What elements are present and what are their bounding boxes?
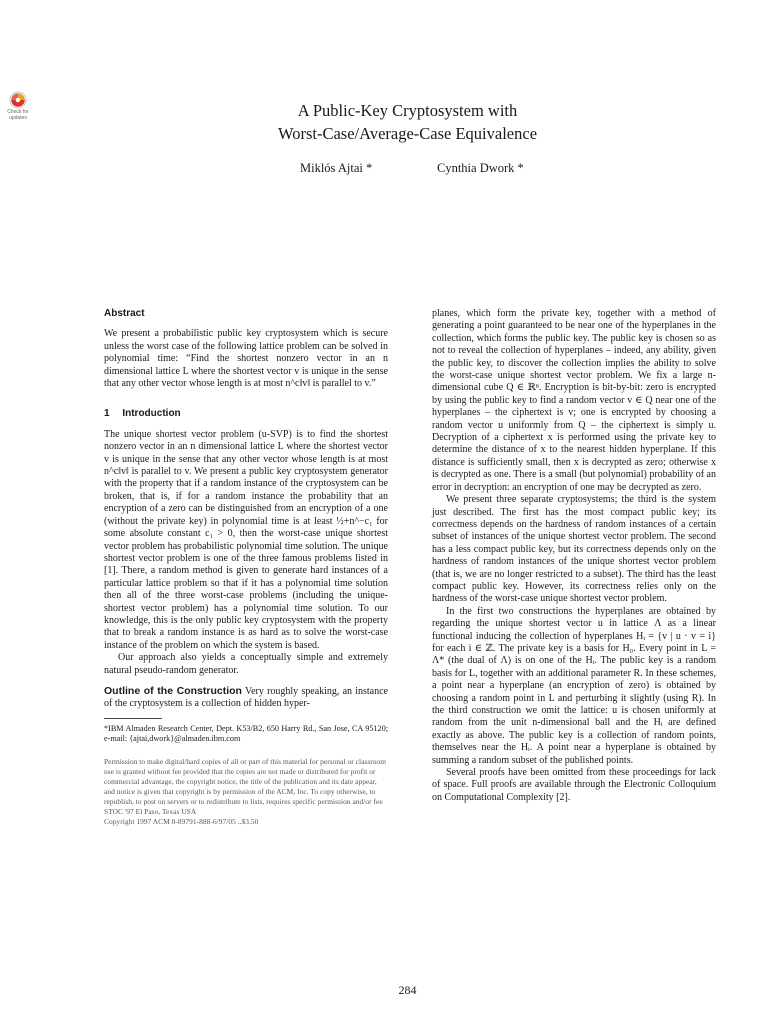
body-paragraph-3: In the first two constructions the hyperplanes are obtained by regarding the unique shortest vector u in lattice Λ as a linear functional inducing the collection of hyperplanes Hᵢ = {v | u · v = i} for each i ∈ ℤ. The private key is a basis for H₀. Every point in L = Λ* (the dual of Λ) is on one of the Hᵢ. The public key is a random basis for L, together with an additional parameter R. In these schemes, a point near a hyperplane (an encryption of zero) is obtained by choosing a random point in L and perturbing it slightly (using R). In the third construction we omit the lattice: u is chosen uniformly at random from the unit n-dimensional ball and the Hᵢ are defined exactly as above. The public key is a collection of random points, themselves near the Hᵢ. A point near a hyperplane is obtained by summing a random subset of the published points. [432, 605, 716, 766]
paper-title [0, 99, 768, 145]
footnote-divider [104, 718, 162, 719]
page-number: 284 [398, 983, 417, 997]
section-number: 1 [104, 408, 110, 420]
outline-paragraph [104, 685, 388, 711]
title-line-2: Worst-Case/Average-Case Equivalence [277, 124, 538, 143]
copyright-line: Copyright 1997 ACM 0-89791-888-6/97/05 ..$3.50 [104, 816, 259, 826]
abstract-text: We present a probabilistic public key cryptosystem which is secure unless the worst case of the following lattice problem can be solved in polynomial time: “Find the shortest nonzero vector in an n dimensional lattice L where the shortest vector v is unique in the sense that any other vector whose length is at most n^c‖v‖ is parallel to v.” [104, 328, 388, 390]
body-paragraph-1: planes, which form the private key, together with a method of generating a point guaranteed to be near one of the hyperplanes in the collection, which forms the public key. The public key is chosen so as not to reveal the collection of hyperplanes – indeed, any ability, given the public key, to discover the collection implies the ability to solve the worst-case unique shortest vector problem. We fix a large n-dimensional cube Q ∈ ℝⁿ. Encryption is bit-by-bit: zero is encrypted by using the public key to find a random vector v ∈ Q near one of the hyperplanes – the ciphertext is v; one is encrypted by choosing a random vector u uniformly from Q – the ciphertext is simply u. Decryption of a ciphertext x is performed using the private key to determine the distance of x to the nearest hidden hyperplane. If this distance is sufficiently small, then x is decrypted as zero; otherwise x is decrypted as one. There is a small (but polynomial) probability of an error in decryption: an encryption of one may be decrypted as zero. [432, 308, 716, 493]
body-paragraph-4: Several proofs have been omitted from these proceedings for lack of space. Full proofs are available through the Electronic Colloquium on Computational Complexity [2]. [432, 767, 716, 803]
permission-notice [104, 757, 388, 827]
outline-text: Very roughly speaking, an instance of the cryptosystem is a collection of hidden hyper- [104, 685, 388, 710]
footnote-affiliation: *IBM Almaden Research Center, Dept. K53/B2, 650 Harry Rd., San Jose, CA 95120; e-mail: {ajtai,dwork}@almaden.ibm.com [104, 723, 388, 744]
right-column [432, 308, 716, 804]
body-paragraph-2: We present three separate cryptosystems; the third is the system just described. The first has the most compact public key; its correctness depends on the hardness of random instances of a certain subset of instances of the unique shortest vector problem. The second has a less compact public key, but its correctness depends only on the hardness of random instances of the unique shortest vector problem (that is, we are no longer restricted to a subset). The third has the least compact public key. However, its correctness relies only on the hardness of the worst-case unique shortest vector problem. [432, 494, 716, 605]
author-list [0, 161, 768, 181]
introduction-paragraph-2: Our approach also yields a conceptually simple and extremely natural pseudo-random generator. [104, 652, 388, 676]
section-title: Introduction [122, 408, 181, 420]
venue-line: STOC '97 El Paso, Texas USA [104, 806, 197, 816]
left-column [104, 308, 388, 827]
abstract-heading: Abstract [104, 308, 145, 319]
author-dwork: Cynthia Dwork * [437, 161, 524, 175]
title-line-1: A Public-Key Cryptosystem with [297, 101, 518, 120]
introduction-paragraph-1: The unique shortest vector problem (u-SVP) is to find the shortest nonzero vector in an n dimensional lattice L where the shortest vector v is unique in the sense that any other vector whose length is at most n^c‖v‖ is parallel to v. We present a public key cryptosystem generator with the property that if a random instance of the cryptosystem can be broken, that is, if for a random instance the probability that an encryption of a zero can be distinguished from an encryption of a one (without the private key) in polynomial time is at least ½+n^−c₁ for some absolute constant c₁ > 0, then the worst-case unique shortest vector problem has probabilistic polynomial time solution. The unique shortest vector problem is one of the three famous problems listed in [1]. There, a random method is given to generate hard instances of a particular lattice problem so that if it has a polynomial time solution then all of the three worst-case problems (including the unique-shortest vector problem) has a polynomial time solution. To our knowledge, this is the only public key cryptosystem with the property that to break a random instance is as hard as to solve the worst-case instance of the problem on which the system is based. [104, 428, 388, 651]
introduction-heading [104, 408, 388, 420]
outline-heading: Outline of the Construction [104, 684, 242, 697]
author-ajtai: Miklós Ajtai * [300, 161, 373, 175]
check-for-updates-label: Check for updates [7, 109, 29, 121]
permission-text: Permission to make digital/hard copies of all or part of this material for personal or classroom use is granted without fee provided that the copies are not made or distributed for profit or commercial advantage, the copyright notice, the title of the publication and its date appear, and notice is given that copyright is by permission of the ACM, Inc. To copy otherwise, to republish, to post on servers or to redistribute to lists, requires specific permission and/or fee [104, 756, 387, 806]
